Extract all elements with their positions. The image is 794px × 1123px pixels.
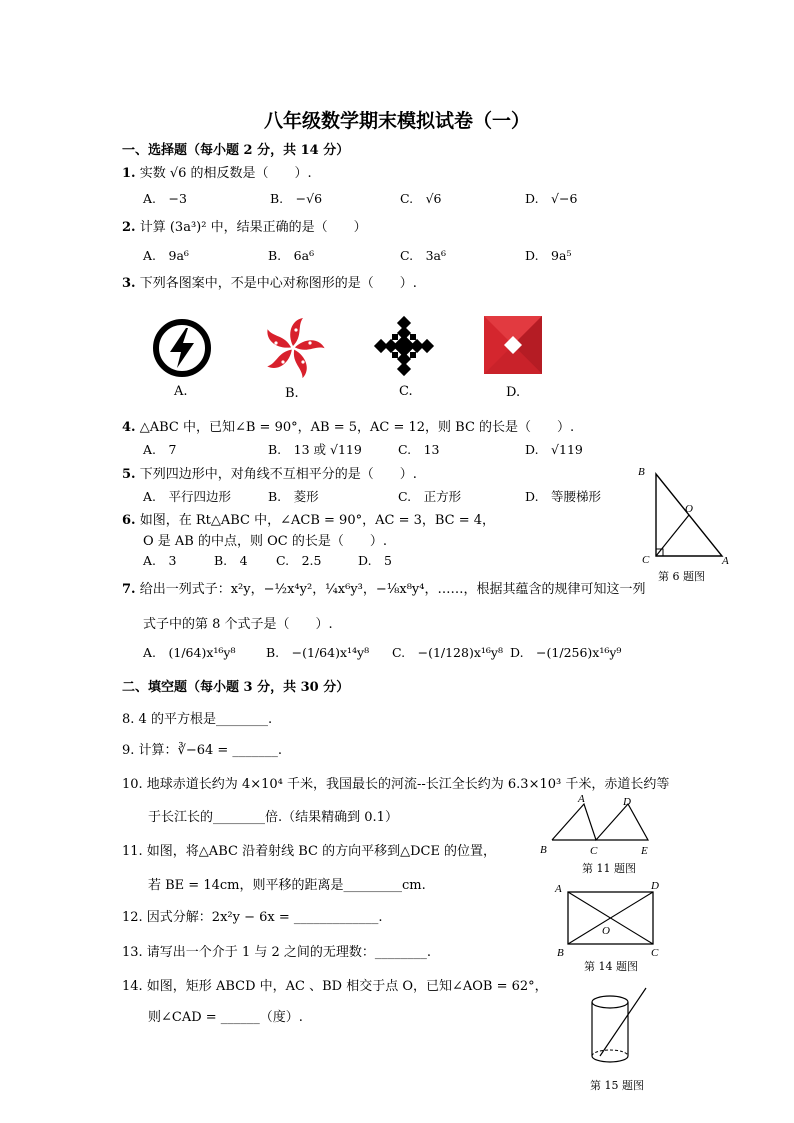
label-c: C (651, 947, 659, 959)
label-a: A (555, 883, 562, 895)
q11-translation-figure (546, 798, 666, 848)
question-7 (122, 578, 646, 597)
option-a: A. 平行四边形 (143, 489, 232, 504)
question-3 (122, 272, 417, 291)
label-b: B (557, 947, 564, 959)
q15-cup-figure (586, 986, 656, 1076)
figure-caption: 第 15 题图 (590, 1079, 644, 1092)
option-d: D. √−6 (525, 191, 578, 206)
figure-caption-c: C. (399, 384, 413, 399)
label-o: O (602, 925, 610, 937)
question-5 (122, 463, 417, 482)
option-d: D. −(1/256)x¹⁶y⁹ (510, 645, 622, 660)
question-7-line2: 式子中的第 8 个式子是（ ）. (143, 617, 333, 632)
option-d: D. 等腰梯形 (525, 489, 602, 504)
figure-caption: 第 14 题图 (584, 960, 638, 973)
figure-caption-b: B. (285, 386, 299, 401)
option-b: B. 菱形 (268, 489, 319, 504)
question-9: 9. 计算：∛−64 = _______. (122, 743, 283, 758)
option-c: C. 13 (398, 442, 440, 457)
lightning-symbol-figure (150, 316, 214, 380)
question-text: △ABC 中，已知∠B = 90°，AB = 5，AC = 12，则 BC 的长是（ ）. (139, 420, 575, 435)
question-10-line2: 于长江长的________倍.（结果精确到 0.1） (148, 810, 398, 825)
label-b: B (638, 466, 645, 478)
option-c: C. 2.5 (276, 553, 322, 568)
option-b: B. 13 或 √119 (268, 442, 362, 457)
question-number: 7. (122, 582, 136, 597)
question-text: 下列四边形中，对角线不互相平分的是（ ）. (139, 467, 417, 482)
option-a: A. 9a⁶ (143, 248, 189, 263)
option-a: A. 7 (143, 442, 177, 457)
question-11: 11. 如图，将△ABC 沿着射线 BC 的方向平移到△DCE 的位置， (122, 844, 497, 859)
question-1 (122, 162, 312, 181)
label-d: D (651, 880, 659, 892)
option-b: B. 6a⁶ (268, 248, 315, 263)
question-text: 下列各图案中，不是中心对称图形的是（ ）. (139, 276, 417, 291)
question-number: 3. (122, 276, 136, 291)
option-d: D. 5 (358, 553, 393, 568)
question-number: 2. (122, 220, 136, 235)
question-text: 给出一列式子：x²y，−½x⁴y²，¼x⁶y³，−⅛x⁸y⁴，……，根据其蕴含的规律可知这一列 (139, 582, 646, 597)
diamond-cross-figure (376, 318, 432, 374)
question-11-line2: 若 BE = 14cm，则平移的距离是_________cm. (148, 878, 426, 893)
q14-rectangle-figure (565, 888, 660, 948)
question-2 (122, 216, 367, 235)
label-d: D (623, 796, 631, 808)
label-a: A (722, 555, 729, 567)
question-13: 13. 请写出一个介于 1 与 2 之间的无理数：________. (122, 945, 432, 960)
question-8: 8. 4 的平方根是________. (122, 712, 273, 727)
question-number: 4. (122, 420, 136, 435)
figure-caption-a: A. (174, 384, 188, 399)
question-text: 计算 (3a³)² 中，结果正确的是（ ） (139, 220, 367, 235)
question-number: 6. (122, 513, 136, 528)
option-c: C. −(1/128)x¹⁶y⁸ (392, 645, 503, 660)
label-e: E (641, 845, 648, 857)
label-a: A (578, 793, 585, 805)
bauhinia-flag-figure (260, 315, 326, 381)
option-b: B. −√6 (270, 191, 323, 206)
section-header: 一、选择题（每小题 2 分，共 14 分） (122, 143, 350, 158)
question-4 (122, 416, 574, 435)
label-b: B (540, 844, 547, 856)
section-header: 二、填空题（每小题 3 分，共 30 分） (122, 680, 350, 695)
option-a: A. −3 (143, 191, 187, 206)
question-6-line2: O 是 AB 的中点，则 OC 的长是（ ）. (143, 534, 387, 549)
option-a: A. 3 (143, 553, 177, 568)
option-c: C. 3a⁶ (400, 248, 447, 263)
question-10: 10. 地球赤道长约为 4×10⁴ 千米，我国最长的河流--长江全长约为 6.3×10³ 千米，赤道长约等 (122, 777, 670, 792)
q6-triangle-figure (636, 468, 736, 578)
label-o: O (685, 503, 693, 515)
label-c: C (590, 845, 598, 857)
question-12: 12. 因式分解：2x²y − 6x = _____________. (122, 910, 383, 925)
option-c: C. √6 (400, 191, 442, 206)
option-c: C. 正方形 (398, 489, 462, 504)
option-d: D. √119 (525, 442, 583, 457)
figure-caption: 第 11 题图 (582, 862, 636, 875)
option-b: B. −(1/64)x¹⁴y⁸ (266, 645, 370, 660)
question-number: 1. (122, 166, 136, 181)
question-text: 如图，在 Rt△ABC 中，∠ACB = 90°，AC = 3，BC = 4， (139, 513, 496, 528)
option-d: D. 9a⁵ (525, 248, 572, 263)
option-b: B. 4 (214, 553, 248, 568)
question-14-line2: 则∠CAD = ______（度）. (148, 1010, 303, 1025)
question-text: 实数 √6 的相反数是（ ）. (139, 166, 312, 181)
question-number: 5. (122, 467, 136, 482)
question-6 (122, 509, 495, 528)
figure-caption: 第 6 题图 (658, 570, 705, 583)
option-a: A. (1/64)x¹⁶y⁸ (143, 645, 236, 660)
red-square-figure (484, 316, 542, 374)
question-14: 14. 如图，矩形 ABCD 中，AC 、BD 相交于点 O，已知∠AOB = 62°， (122, 979, 548, 994)
label-c: C (642, 554, 650, 566)
page-title: 八年级数学期末模拟试卷（一） (263, 110, 530, 132)
figure-caption-d: D. (506, 385, 521, 400)
